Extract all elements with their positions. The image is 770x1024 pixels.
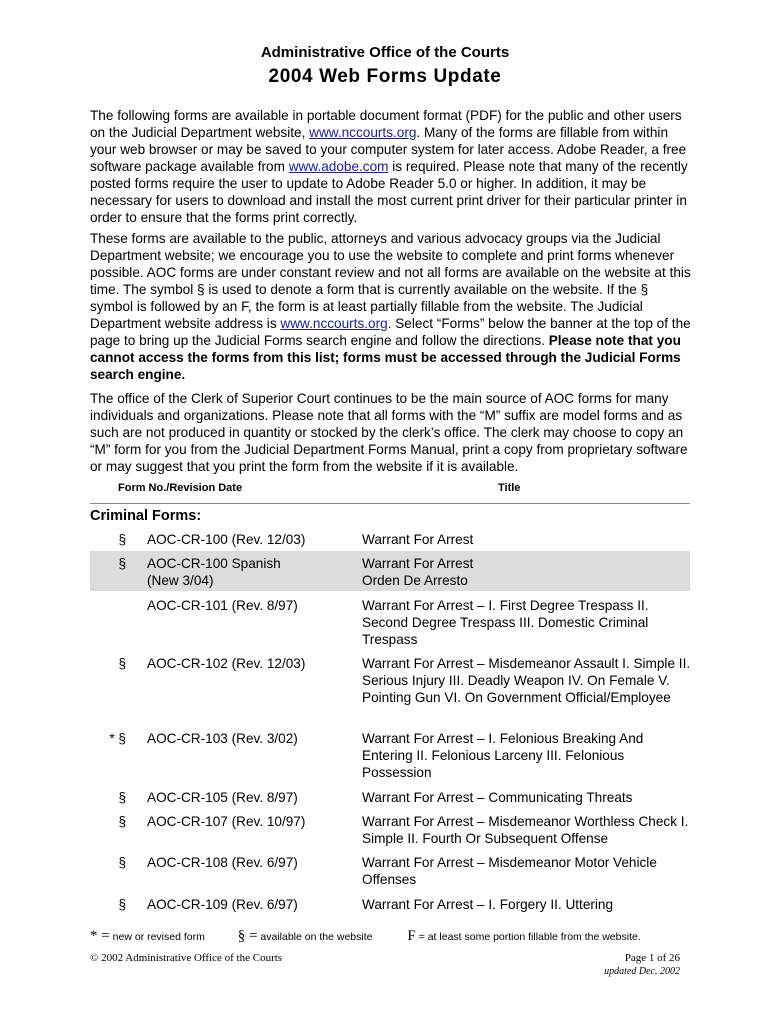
web-symbol: § =: [237, 928, 258, 944]
web-legend-text: available on the website: [260, 931, 373, 943]
p2-text-b: . Select “Forms” below the banner at the top of the page to bring up the Judicial Forms search engine and follow the directions.: [90, 316, 691, 348]
availability-mark: §: [118, 532, 126, 547]
form-number: AOC-CR-103 (Rev. 3/02): [147, 731, 298, 746]
section-heading: Criminal Forms:: [90, 508, 202, 524]
updated-date: updated Dec. 2002: [604, 966, 680, 977]
intro-paragraph-3: The office of the Clerk of Superior Court continues to be the main source of AOC forms for many individuals and organizations. Please note that all forms with the “M” suffix are model forms and as such are not produced in quantity or stocked by the clerk’s office. The clerk may choose to copy an “M” form for you from the Judicial Department Forms Manual, print a copy from proprietary software or may suggest that you print the form from the website if it is available.: [90, 391, 688, 474]
p1-text-c: is required. Please note that many of the recently posted forms require the user to update to Adobe Reader 5.0 or higher. In addition, it may be necessary for users to download and install the most current print driver for their particular printer in order to ensure that the forms print correctly.: [90, 159, 688, 225]
availability-mark: §: [118, 556, 126, 571]
fillable-symbol: F: [407, 928, 416, 944]
intro-paragraph-2: [90, 230, 692, 383]
nccourts-link[interactable]: www.nccourts.org: [309, 125, 417, 140]
form-title: Warrant For Arrest – Misdemeanor Motor Vehicle Offenses: [362, 855, 657, 887]
copyright: © 2002 Administrative Office of the Courts: [90, 952, 283, 964]
adobe-link[interactable]: www.adobe.com: [288, 159, 389, 174]
form-title: Warrant For Arrest Orden De Arresto: [362, 556, 474, 588]
column-header-title: Title: [498, 482, 521, 494]
page-number: Page 1 of 26: [624, 952, 680, 964]
form-title: Warrant For Arrest – I. Forgery II. Uttering: [362, 897, 614, 912]
form-number: AOC-CR-108 (Rev. 6/97): [147, 855, 298, 870]
availability-mark: §: [118, 790, 126, 805]
table-row: [90, 593, 690, 651]
table-row: [90, 651, 690, 727]
form-title: Warrant For Arrest – Misdemeanor Worthless Check I. Simple II. Fourth Or Subsequent Offense: [362, 814, 689, 846]
column-header-form: Form No./Revision Date: [118, 482, 243, 494]
form-title: Warrant For Arrest – Misdemeanor Assault I. Simple II. Serious Injury III. Deadly Weapon IV. On Female V. Pointing Gun VI. On Government Official/Employee: [362, 656, 691, 705]
fillable-legend-text: = at least some portion fillable from the website.: [418, 931, 641, 943]
table-row: [90, 551, 690, 591]
p1-text-b: . Many of the forms are fillable from within your web browser or may be saved to your computer system for later access. Adobe Reader, a free software package available from: [90, 125, 687, 174]
table-row: [90, 726, 690, 784]
availability-mark: §: [118, 814, 126, 829]
p2-text-a: These forms are available to the public, attorneys and various advocacy groups via the Judicial Department website; we encourage you to use the website to complete and print forms whenever possible. AOC forms are under constant review and not all forms are available on the website at this time. The symbol § is used to denote a form that is currently available on the website. If the § symbol is followed by an F, the form is at least partially fillable from the website. The Judicial Department website address is: [90, 231, 691, 331]
header-divider: [90, 503, 690, 504]
page-title: 2004 Web Forms Update: [268, 66, 502, 87]
form-title: Warrant For Arrest: [362, 532, 474, 547]
table-row: [90, 892, 690, 916]
organization-heading: Administrative Office of the Courts: [260, 44, 510, 61]
page-info: [604, 952, 680, 978]
form-number: AOC-CR-107 (Rev. 10/97): [147, 814, 306, 829]
intro-paragraph-1: [90, 107, 692, 226]
table-row: [90, 785, 690, 809]
p1-text-a: The following forms are available in portable document format (PDF) for the public and other users on the Judicial Department website,: [90, 108, 682, 140]
form-title: Warrant For Arrest – I. First Degree Trespass II. Second Degree Trespass III. Domestic Criminal Trespass: [362, 598, 649, 647]
nccourts-link-2[interactable]: www.nccourts.org: [280, 316, 388, 331]
new-legend-text: new or revised form: [112, 931, 205, 943]
table-row: [90, 809, 690, 849]
availability-mark: §: [118, 897, 126, 912]
form-number: AOC-CR-101 (Rev. 8/97): [147, 598, 298, 613]
form-title: Warrant For Arrest – I. Felonious Breaking And Entering II. Felonious Larceny III. Felonious Possession: [362, 731, 644, 780]
table-row: [90, 850, 690, 890]
form-number: AOC-CR-102 (Rev. 12/03): [147, 656, 306, 671]
access-note: Please note that you cannot access the forms from this list; forms must be accessed through the Judicial Forms search engine.: [90, 333, 681, 382]
legend: [90, 928, 690, 945]
new-symbol: * =: [90, 928, 110, 944]
availability-mark: §: [118, 656, 126, 671]
form-number: AOC-CR-100 (Rev. 12/03): [147, 532, 306, 547]
availability-mark: * §: [109, 731, 126, 746]
form-number: AOC-CR-105 (Rev. 8/97): [147, 790, 298, 805]
availability-mark: §: [118, 855, 126, 870]
form-title: Warrant For Arrest – Communicating Threats: [362, 790, 633, 805]
form-number: AOC-CR-100 Spanish (New 3/04): [147, 556, 281, 588]
form-number: AOC-CR-109 (Rev. 6/97): [147, 897, 298, 912]
table-row: [90, 527, 690, 551]
